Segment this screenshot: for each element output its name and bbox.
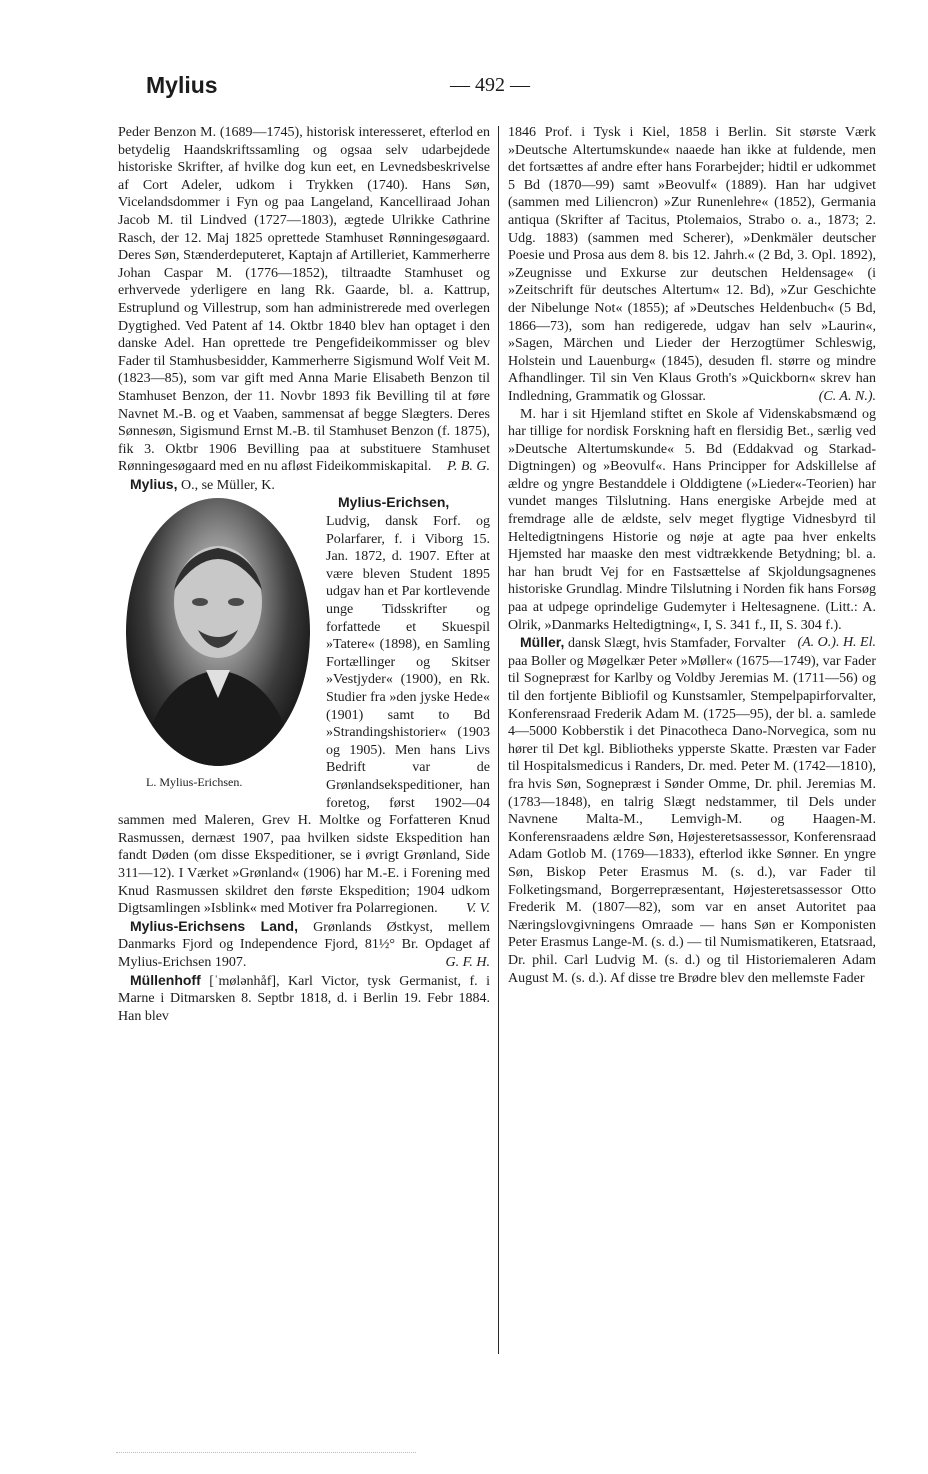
entry-headword: Mylius-Erichsens Land, — [130, 917, 299, 934]
paragraph-text: Peder Benzon M. (1689—1745), historisk interesseret, efterlod en betydelig Haandskriftssamling og ogsaa selv udarbejdede historiske Skrifter, af hvilke dog kun eet, en Levnedsbeskrivelse af Cort Adeler, udkom i Trykken (1740). Hans Søn, Vicelandsdommer i Fyn og paa Langeland, Kancelliraad Johan Jacob M. til Lindved (1727—1803), ægtede Ulrikke Cathrine Rasch, der 12. Maj 1825 oprettede Stamhuset Rønningesøgaard. Deres Søn, Stænderdeputeret, Kaptajn af Artilleriet, Kammerherre Johan Caspar M. (1776—1852), tiltraadte Stamhuset og erhvervede yderligere en lang Rk. Gaarde, bl. a. Kattrup, Estruplund og Villestrup, som han administrerede med overlegen Dygtighed. Ved Patent af 14. Oktbr 1840 blev han optaget i den danske Adel. Han oprettede tre Pengefideikommisser og blev Fader til Stamhusbesidder, Kammerherre Sigismund Wolf Veit M. (1823—85), som var gift med Anna Marie Elisabeth Benzon til Stamhuset Benzon, der 11. Novbr 1893 fik Bevilling til at føre Navnet M.-B. og et Vaaben, sammensat af begge Slægters. Deres Sønnesøn, Sigismund Ernst M.-B. til Stamhuset Benzon (f. 1875), fik 3. Oktbr 1906 Bevilling paa at substituere Stamhuset Rønningesøgaard med en nu afløst Fideikommiskapital. — [118, 125, 490, 475]
page-number: — 492 — — [450, 74, 530, 96]
paragraph-text: M. har i sit Hjemland stiftet en Skole af Videnskabsmænd og har tillige for nordisk Forskning haft en flersidig Bet., særlig ved »Deutsche Altertumskunde« 5. Bd (Eddakvad og Starkad-Digtningen) og »Beovulf«. Hans Principper for Adskillelse af ældre og yngre Bestanddele i Olddigtene (»Lieder«-Teorien) har vundet manges Tilslutning. Hans energiske Arbejde med at fremdrage alle de ældste, selv meget flygtige Vidnesbyrd til Heltedigtningens Historie og nøje at agte paa hver enkelts Hjemsted har maaske den mest vidtrækkende Betydning; bl. a. har han brudt Vej for en Fastsættelse af Skjoldungsagnenes historiske Grundlag. Mindre Tilslutning i Norden fik hans Forsøg paa at udpege oprindelige Gudemyter i Heltesagnene. (Litt.: A. Olrik, »Danmarks Heltedigtning«, I, S. 341 f., II, S. 304 f.). — [508, 406, 876, 633]
entry-mullenhoff — [118, 972, 490, 1026]
entry-mylius-erichsen — [118, 494, 490, 917]
entry-headword: Mylius, — [130, 475, 178, 492]
cross-reference — [118, 476, 490, 495]
entry-text: [ˈmølənhåf], Karl Victor, tysk Germanist, f. i Marne i Ditmarsken 8. Septbr 1818, d. i Berlin 19. Febr 1884. Han blev — [118, 973, 490, 1024]
paragraph — [508, 124, 876, 406]
entry-muller — [508, 634, 876, 987]
author-signature: G. F. H. — [445, 954, 490, 970]
left-column — [118, 124, 490, 1025]
paragraph-text: 1846 Prof. i Tysk i Kiel, 1858 i Berlin. Sit største Værk »Deutsche Altertumskunde« naaede han ikke at fuldende, men det fortsættes af andre efter hans Forarbejder; hidtil er udkommet 5 Bd (1870—99) samt »Beovulf« (1889). Han har udgivet (sammen med Liliencron) »Zur Runenlehre« (1852), Germania antiqua (Skrifter af Tacitus, Ptolemaios, Strabo o. a., 1873; 2. Udg. 1883) (sammen med Scherer), »Denkmäler deutscher Poesie und Prosa aus dem 8. bis 12. Jahrh.« (2 Bd, 3. Opl. 1892), »Zeugnisse und Exkurse zur deutschen Heldensage« (i »Zeitschrift für deutsches Altertum« 12. Bd), »Zur Geschichte der Nibelunge Not« (1855); af »Deutsches Heldenbuch« (5 Bd, 1866—73), som han redigerede, udgav han selv »Laurin«, »Sagen, Märchen und Lieder der Herzogtümer Schleswig, Holstein und Lauenburg« (1845), desuden fl. større og mindre Afhandlinger. Til sin Ven Klaus Groth's »Quickborn« skrev han Indledning, Grammatik og Glossar. — [508, 125, 876, 404]
entry-headword: Müller, — [520, 634, 565, 651]
head-word: Mylius — [146, 72, 218, 98]
portrait-photo — [126, 498, 310, 766]
entry-mylius-erichsens-land — [118, 918, 490, 972]
author-signature: (C. A. N.). — [818, 388, 876, 404]
right-column — [508, 124, 876, 987]
entry-text: Ludvig, dansk Forf. og Polarfarer, f. i Viborg 15. Jan. 1872, d. 1907. Efter at være bleven Student 1895 udgav han et Par kortlevende unge Tidsskrifter og forfattede et Skuespil »Tatere« (1898), en Samling Fortællinger og Skitser »Vestjyder« (1900), en Rk. Studier fra »den jyske Hede« (1901) samt to Bd »Strandingshistorier« (1903 og 1905). Men hans Livs Bedrift var de Grønlandsekspeditioner, han foretog, først 1902—04 sammen med Maleren, Grev H. Moltke og Forfatteren Knud Rasmussen, dernæst 1907, paa hvilken sidste Ekspedition han fandt Døden (om disse Ekspeditioner, se i øvrigt Grønland, Side 311—12). I Værket »Grønland« (1906) har M.-E. i Forening med Knud Rasmussen skildret den første Ekspedition; 1904 udkom Digtsamlingen »Isblink« med Motiver fra Polarregionen. — [118, 514, 490, 917]
entry-headword: Müllenhoff — [130, 971, 201, 988]
author-signature: V. V. — [466, 901, 490, 917]
page-bottom-rule — [116, 1452, 416, 1454]
portrait-caption: L. Mylius-Erichsen. — [146, 775, 243, 790]
entry-text: dansk Slægt, hvis Stamfader, Forvalter paa Boller og Møgelkær Peter »Møller« (1675—1749), var Fader til Sognepræst for Karlby og Voldby Jeremias M. (1711—56) og til den fortjente Bibliofil og Kunstsamler, Stempelpapirforvalter, Konferensraad Frederik Adam M. (1725—95), der bl. a. samlede 4—5000 Kobberstik i det Pinacotheca Dano-Norvegica, som nu hører til Det kgl. Bibliotheks ypperste Skatte. Præsten var Fader til Hospitalsmedicus i Randers, Dr. med. Peter M. (1742—1810), fra hvis Søn, Sognepræst i Sønder Omme, Dr. phil. Jeremias M. (1783—1848), en talrig Slægt nedstammer, til Dels under Navnene Malta-M., Lemvigh-M. og Haagen-M. Konferensraadens ældre Søn, Højesteretsassessor, Konferensraad Adam Gotlob M. (1769—1833), efterlod ikke Sønner. En yngre Søn, Biskop Peter Erasmus M. (s. d.), var Fader til Folketingsmand, Borgerrepræsentant, Højesteretsassessor Otto Frederik M. (1807—82), som var en anset Autoritet paa Næringslovgivningens Omraade — hans Søn er Komponisten Peter Erasmus Lange-M. (s. d.) — til Numismatikeren, Etatsraad, Dr. phil. Carl Ludvig M. (s. d.) og til Historiemaleren Adam August M. (s. d.). Af disse tre Brødre blev den mellemste Fader — [508, 636, 876, 986]
author-signature: (A. O.). H. El. — [797, 635, 876, 651]
cross-reference-text: O., se Müller, K. — [180, 477, 275, 493]
author-signature: P. B. G. — [447, 459, 490, 475]
portrait-figure — [118, 498, 318, 792]
entry-text: Grønlands Østkyst, mellem Danmarks Fjord og Independence Fjord, 81½° Br. Opdaget af Mylius-Erichsen 1907. — [118, 919, 491, 970]
running-head — [146, 72, 218, 99]
column-divider — [498, 126, 499, 1354]
entry-headword: Mylius-Erichsen, — [338, 494, 450, 511]
paragraph — [118, 124, 490, 476]
